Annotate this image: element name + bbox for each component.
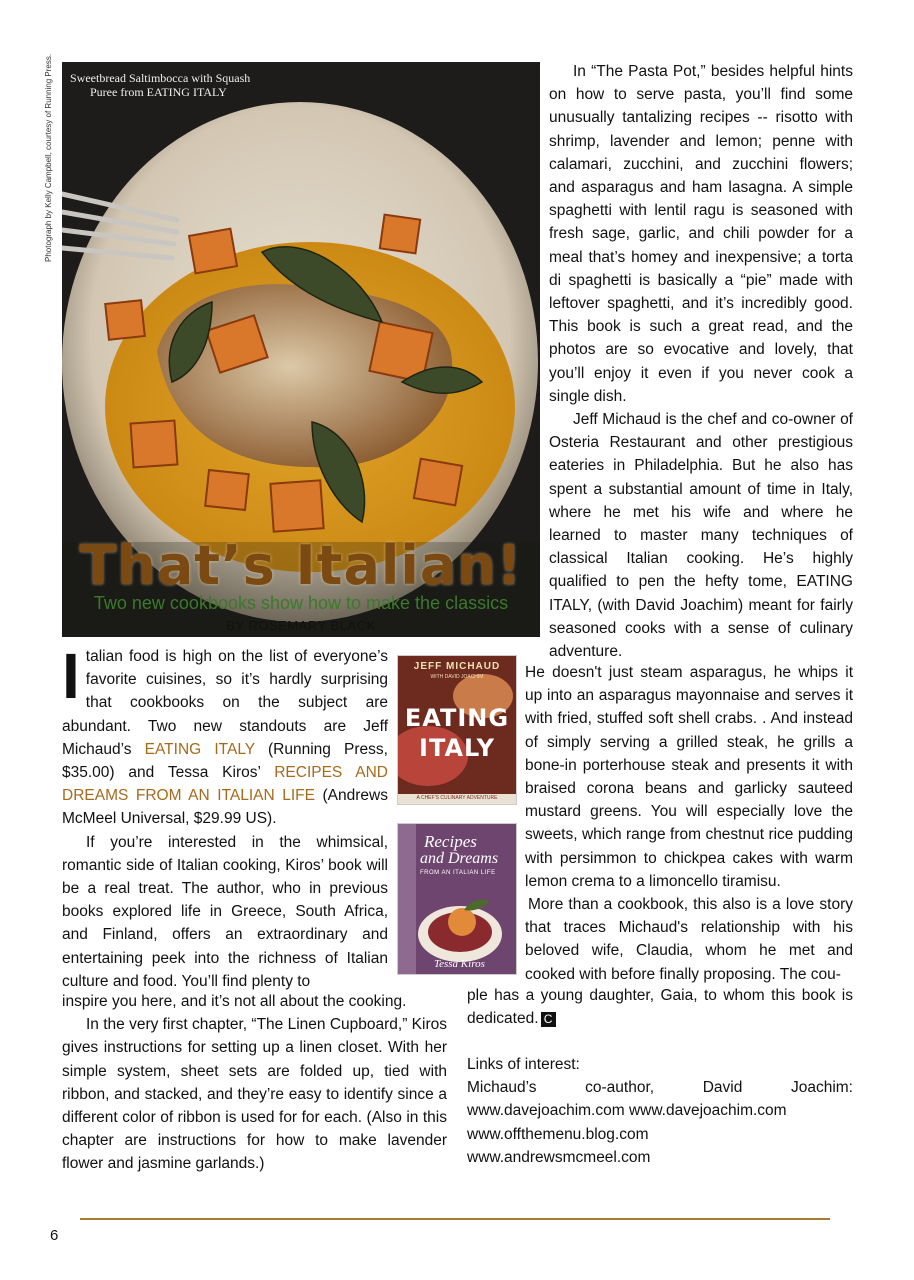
link-joachim[interactable]: Michaud’s co-author, David Joachim: www.davejoachim.com www.davejoachim.com bbox=[467, 1079, 853, 1120]
book-title-recipes-and-dreams: RECIPES AND DREAMS FROM AN ITALIAN LIFE bbox=[62, 764, 388, 805]
paragraph-linen-cupboard: In the very first chapter, “The Linen Cupboard,” Kiros gives instructions for setting up a linen closet. With her simple system, sheet sets are folded up, tied with ribbon, and stacked, and they’re easy to identify since a different color of ribbon is used for for each. (Also in this chapter are instructions for how to make lavender flower and jasmine garlands.) bbox=[62, 1016, 447, 1173]
paragraph-love-story: More than a cookbook, this also is a love story that traces Michaud's relationship with his beloved wife, Claudia, whom he met and cooked with before finally proposing. The cou- bbox=[525, 896, 853, 983]
page-number: 6 bbox=[50, 1227, 59, 1244]
right-column-bottom bbox=[467, 984, 853, 1030]
caption-line-2: Puree from EATING ITALY bbox=[90, 85, 227, 99]
paragraph-jeff-michaud-cont: He doesn't just steam asparagus, he whips it up into an asparagus mayonnaise and serves it with fried, stuffed soft shell crabs. . And instead of simply serving a grilled steak, he grills a bone-in porterhouse steak and presents it with braised corona beans and garlicky sauteed mustard greens. You will especially love the sweets, which range from chestnut rice pudding with persimmon to chickpea cakes with warm lemon crema to a limoncello tiramisu. bbox=[525, 664, 853, 890]
right-column-mid bbox=[525, 661, 853, 986]
paragraph-whimsical: If you’re interested in the whimsical, romantic side of Italian cooking, Kiros’ book will be a real treat. The author, who in previous books explored life in Greece, South Africa, and Finland, offers an extraordinary and entertaining peek into the richness of Italian culture and food. You’ll find plenty to bbox=[62, 833, 388, 990]
end-mark-icon: C bbox=[541, 1012, 556, 1027]
left-column-bottom bbox=[62, 990, 447, 1176]
paragraph-pasta-pot: In “The Pasta Pot,” besides helpful hints on how to serve pasta, you’ll find some unusually tantalizing recipes -- risotto with shrimp, lavender and lemon; penne with calamari, zucchini, and zucchini flowers; and asparagus and ham lasagna. A simple spaghetti with lentil ragu is seasoned with fresh sage, garlic, and chili powder for a meal that’s homey and inexpensive; a torta di spaghetti is basically a “pie” made with leftover spaghetti, and it’s incredibly good. This book is such a great read, and the photos are so evocative and lovely, that you’ll enjoy it even if you never cook a single dish. bbox=[549, 63, 853, 405]
link-andrewsmcmeel[interactable]: www.andrewsmcmeel.com bbox=[467, 1148, 651, 1166]
book2-title-line-1: Recipes bbox=[424, 832, 477, 851]
book1-coauthor: WITH DAVID JOACHIM bbox=[430, 674, 484, 680]
book2-title-line-2: and Dreams bbox=[420, 850, 499, 867]
book2-author: Tessa Kiros bbox=[434, 958, 485, 970]
photo-caption bbox=[70, 71, 290, 99]
book1-title-line-1: EATING bbox=[404, 704, 510, 732]
footer-rule bbox=[80, 1218, 830, 1220]
paragraph-whimsical-cont: inspire you here, and it’s not all about the cooking. bbox=[62, 993, 407, 1010]
link-offthemenu[interactable]: www.offthemenu.blog.com bbox=[467, 1125, 649, 1143]
book1-title-line-2: ITALY bbox=[419, 734, 495, 762]
drop-cap: I bbox=[62, 640, 80, 712]
links-heading: Links of interest: bbox=[467, 1056, 580, 1073]
left-column-top bbox=[62, 640, 388, 993]
right-column-top bbox=[549, 60, 853, 663]
caption-line-1: Sweetbread Saltimbocca with Squash bbox=[70, 71, 251, 85]
headline: That’s Italian! bbox=[79, 534, 523, 597]
book2-subtitle: FROM AN ITALIAN LIFE bbox=[420, 870, 496, 876]
byline: BY ROSEMARY BLACK bbox=[226, 618, 376, 633]
links-of-interest bbox=[467, 1053, 853, 1169]
book1-author: JEFF MICHAUD bbox=[413, 661, 501, 672]
book-cover-recipes-and-dreams bbox=[397, 823, 517, 975]
subheadline: Two new cookbooks show how to make the classics bbox=[93, 593, 509, 613]
paragraph-love-story-cont: ple has a young daughter, Gaia, to whom this book is dedicated. bbox=[467, 987, 853, 1028]
intro-text-c: (Andrews McMeel Universal, $29.99 US). bbox=[62, 787, 388, 828]
book1-tagline: A CHEF’S CULINARY ADVENTURE bbox=[416, 795, 498, 801]
photo-credit: Photograph by Kelly Campbell, courtesy of Running Press. bbox=[44, 53, 53, 262]
book-cover-eating-italy bbox=[397, 655, 517, 805]
book-title-eating-italy: EATING ITALY bbox=[144, 740, 255, 758]
intro-text-b: (Running Press, $35.00) and Tessa Kiros’ bbox=[62, 740, 388, 782]
paragraph-jeff-michaud: Jeff Michaud is the chef and co-owner of Osteria Restaurant and other prestigious eateries in Philadelphia. But he also has spent a substantial amount of time in Italy, where he met his wife and where he learned to master many techniques of classical Italian cooking. He’s highly qualified to pen the hefty tome, EATING ITALY, (with David Joachim) meant for fairly seasoned cooks with a sense of culinary adventure. bbox=[549, 411, 853, 661]
intro-text-a: talian food is high on the list of everyone’s favorite cuisines, so it’s hardly surprising that cookbooks on the subject are abundant. Two new standouts are Jeff Michaud’s bbox=[62, 648, 388, 758]
